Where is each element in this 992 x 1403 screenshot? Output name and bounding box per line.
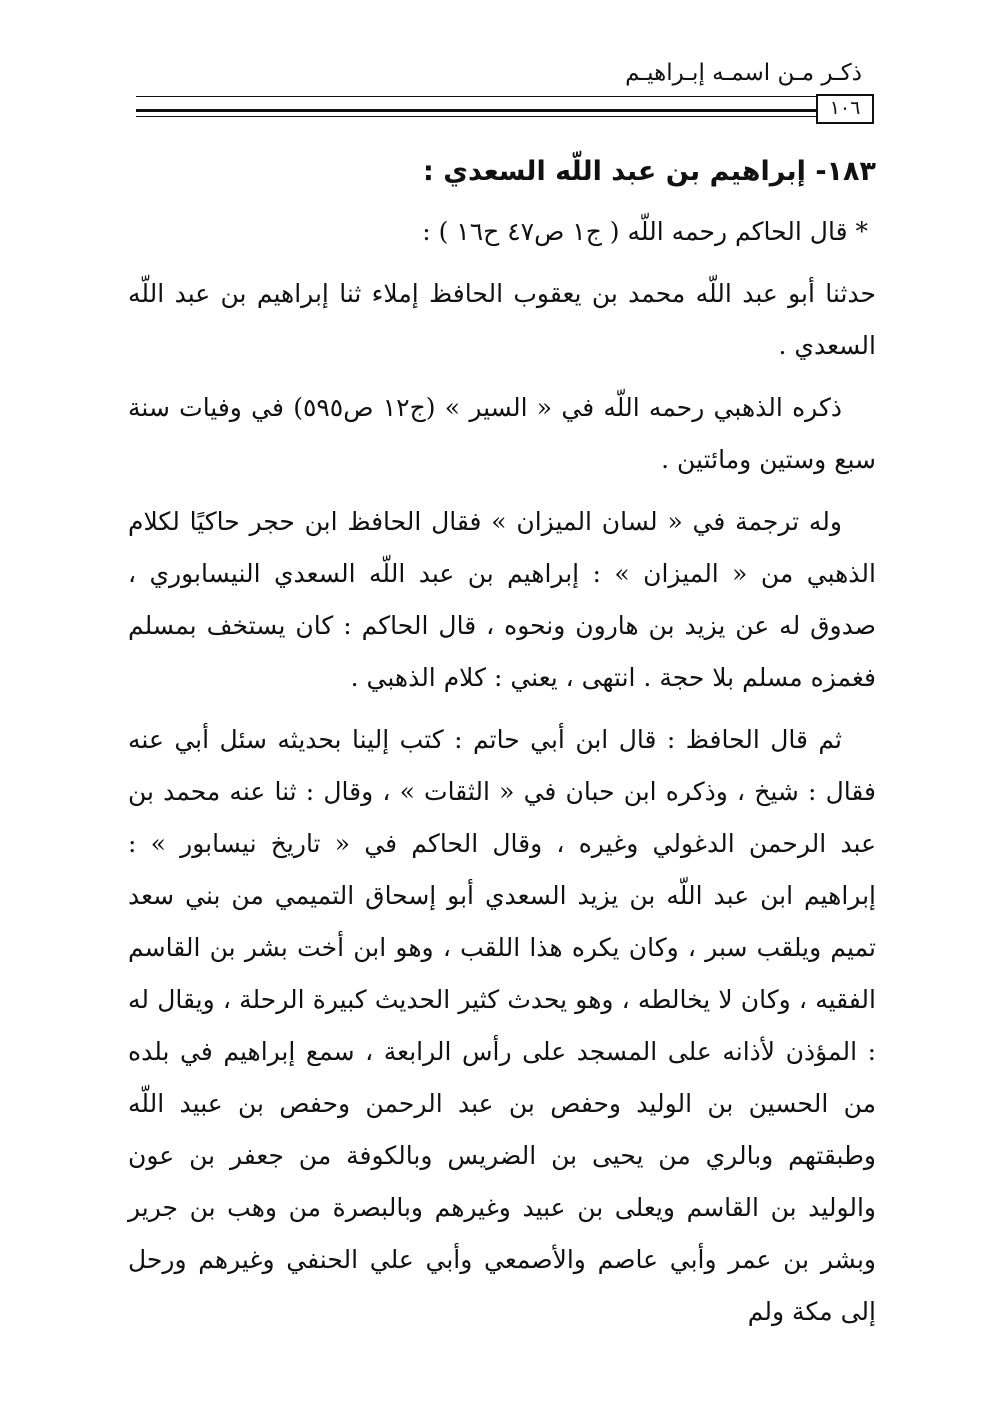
entry-heading: ١٨٣- إبراهيم بن عبد اللّه السعدي : [423,156,876,187]
paragraph-hafiz-remarks: ثم قال الحافظ : قال ابن أبي حاتم : كتب إلينا بحديثه سئل أبي عنه فقال : شيخ ، وذكره ابن حبان في « الثقات » ، وقال : ثنا عنه محمد بن عبد الرحمن الدغولي وغيره ، وقال الحاكم في « تاريخ نيسابور » : إبراهيم ابن عبد اللّه بن يزيد السعدي أبو إسحاق التميمي من بني سعد تميم ويلقب سبر ، وكان يكره هذا اللقب ، وهو ابن أخت بشر بن القاسم الفقيه ، وكان لا يخالطه ، وهو يحدث كثير الحديث كبيرة الرحلة ، ويقال له : المؤذن لأذانه على المسجد على رأس الرابعة ، سمع إبراهيم في بلده من الحسين بن الوليد وحفص بن عبد الرحمن وحفص بن عبيد اللّه وطبقتهم وبالري من يحيى بن الضريس وبالكوفة من جعفر بن عون والوليد بن القاسم ويعلى بن عبيد وغيرهم وبالبصرة من وهب بن جرير وبشر بن عمر وأبي عاصم والأصمعي وأبي علي الحنفي وغيرهم ورحل إلى مكة ولم [128,725,876,1326]
header-rule-thick [136,109,816,112]
header-rule-top [136,96,852,97]
paragraph-dhahabi-siyar: ذكره الذهبي رحمه اللّه في « السير » (ج١٢ ص٥٩٥) في وفيات سنة سبع وستين ومائتين . [128,393,876,474]
running-header-title: ذكـر مـن اسمـه إبـراهيـم [625,60,862,86]
citation-line: * قال الحاكم رحمه اللّه ( ج١ ص٤٧ ح١٦ ) : [422,217,868,246]
paragraph-lisan-al-mizan: وله ترجمة في « لسان الميزان » فقال الحافظ ابن حجر حاكيًا لكلام الذهبي من « الميزان » : إبراهيم بن عبد اللّه السعدي النيسابوري ، صدوق له عن يزيد بن هارون ونحوه ، قال الحاكم : كان يستخف بمسلم فغمزه مسلم بلا حجة . انتهى ، يعني : كلام الذهبي . [128,507,876,692]
header-rule-bottom [136,116,816,117]
page-number: ١٠٦ [816,94,874,124]
paragraph-chain-of-narration: حدثنا أبو عبد اللّه محمد بن يعقوب الحافظ إملاء ثنا إبراهيم بن عبد اللّه السعدي . [128,279,876,360]
page-body [128,150,876,1348]
